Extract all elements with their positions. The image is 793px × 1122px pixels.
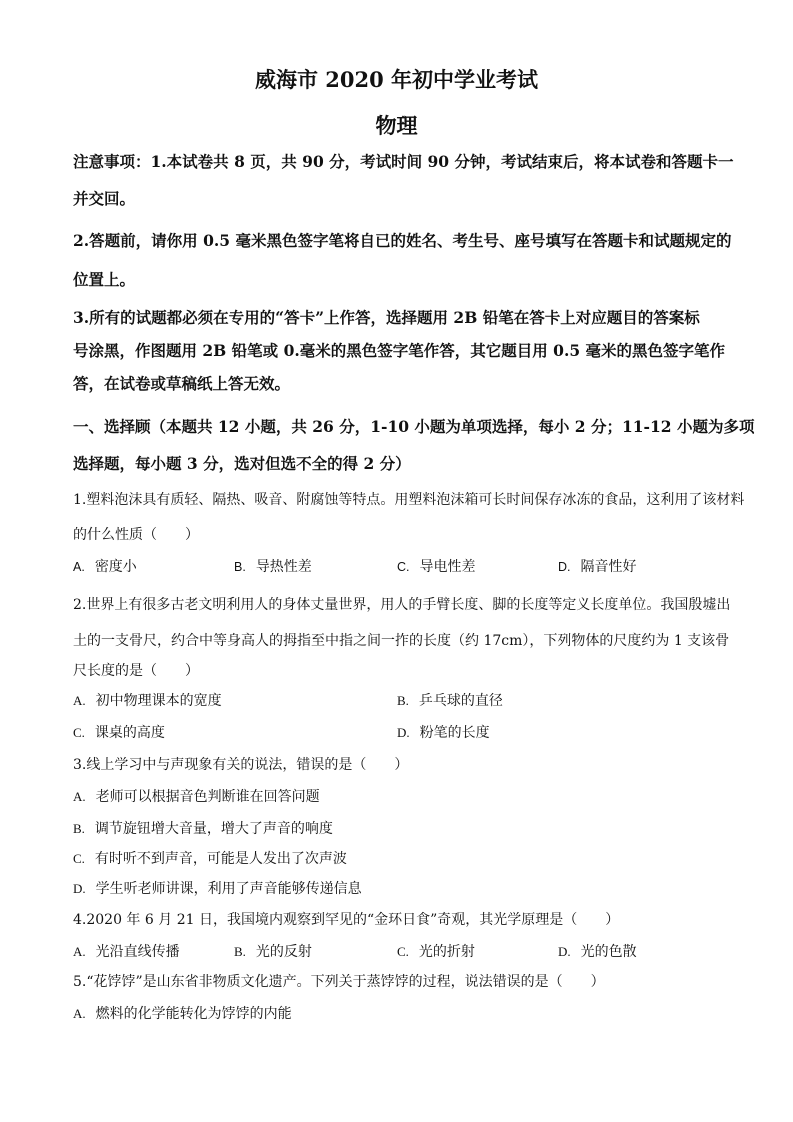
question-2-option-b: B. 乒乓球的直径	[397, 693, 503, 709]
note-line: 注意事项：1.本试卷共 8 页，共 90 分，考试时间 90 分钟，考试结束后，将本试卷和答题卡一	[73, 152, 734, 171]
question-5-stem: 5.“花饽饽”是山东省非物质文化遗产。下列关于蒸饽饽的过程，说法错误的是（ ）	[73, 974, 605, 990]
note-line: 并交回。	[73, 189, 136, 208]
question-1-stem: 1.塑料泡沫具有质轻、隔热、吸音、附腐蚀等特点。用塑料泡沫箱可长时间保存冰冻的食品，这利用了该材料	[73, 492, 745, 508]
question-4-option-d: D. 光的色散	[558, 944, 637, 960]
note-line: 3.所有的试题都必须在专用的“答卡”上作答，选择题用 2B 铅笔在答卡上对应题目的答案标	[73, 308, 700, 327]
question-3-option-a: A. 老师可以根据音色判断谁在回答问题	[73, 789, 320, 805]
section-header: 一、选择顾（本题共 12 小题，共 26 分，1-10 小题为单项选择，每小 2 分；11-12 小题为多项	[73, 417, 755, 436]
question-3-option-b: B. 调节旋钮增大音量，增大了声音的响度	[73, 821, 333, 837]
question-2-option-d: D. 粉笔的长度	[397, 725, 490, 741]
question-3-option-c: C. 有时听不到声音，可能是人发出了次声波	[73, 851, 347, 867]
subject-title: 物理	[375, 113, 418, 138]
question-4-option-c: C. 光的折射	[397, 944, 475, 960]
exam-title: 威海市 2020 年初中学业考试	[254, 67, 539, 92]
note-line: 位置上。	[73, 270, 136, 289]
question-1-option-d: D. 隔音性好	[558, 559, 637, 575]
question-2-stem: 2.世界上有很多古老文明利用人的身体丈量世界，用人的手臂长度、脚的长度等定义长度单位。我国殷墟出	[73, 597, 731, 613]
note-line: 2.答题前，请你用 0.5 毫米黑色签字笔将自已的姓名、考生号、座号填写在答题卡和试题规定的	[73, 231, 732, 250]
question-1-option-c: C. 导电性差	[397, 559, 476, 575]
question-2-stem: 尺长度的是（ ）	[73, 663, 199, 679]
note-line: 答，在试卷或草稿纸上答无效。	[73, 374, 291, 393]
question-1-option-a: A. 密度小	[73, 559, 137, 575]
question-2-option-a: A. 初中物理课本的宽度	[73, 693, 222, 709]
question-4-option-b: B. 光的反射	[234, 944, 312, 960]
question-2-option-c: C. 课桌的高度	[73, 725, 165, 741]
question-5-option-a: A. 燃料的化学能转化为饽饽的内能	[73, 1006, 292, 1022]
question-4-option-a: A. 光沿直线传播	[73, 944, 180, 960]
question-4-stem: 4.2020 年 6 月 21 日，我国境内观察到罕见的“金环日食”奇观，其光学原理是（ ）	[73, 912, 620, 928]
section-header: 选择题，每小题 3 分，选对但选不全的得 2 分）	[73, 454, 411, 473]
question-3-option-d: D. 学生听老师讲课，利用了声音能够传递信息	[73, 881, 362, 897]
question-1-stem: 的什么性质（ ）	[73, 527, 199, 543]
question-2-stem: 土的一支骨尺，约合中等身高人的拇指至中指之间一拃的长度（约 17cm），下列物体的尺度约为 1 支该骨	[73, 633, 730, 649]
question-3-stem: 3.线上学习中与声现象有关的说法，错误的是（ ）	[73, 757, 409, 773]
note-line: 号涂黑，作图题用 2B 铅笔或 0.毫米的黑色签字笔作答，其它题目用 0.5 毫米的黑色签字笔作	[73, 341, 726, 360]
question-1-option-b: B. 导热性差	[234, 559, 312, 575]
